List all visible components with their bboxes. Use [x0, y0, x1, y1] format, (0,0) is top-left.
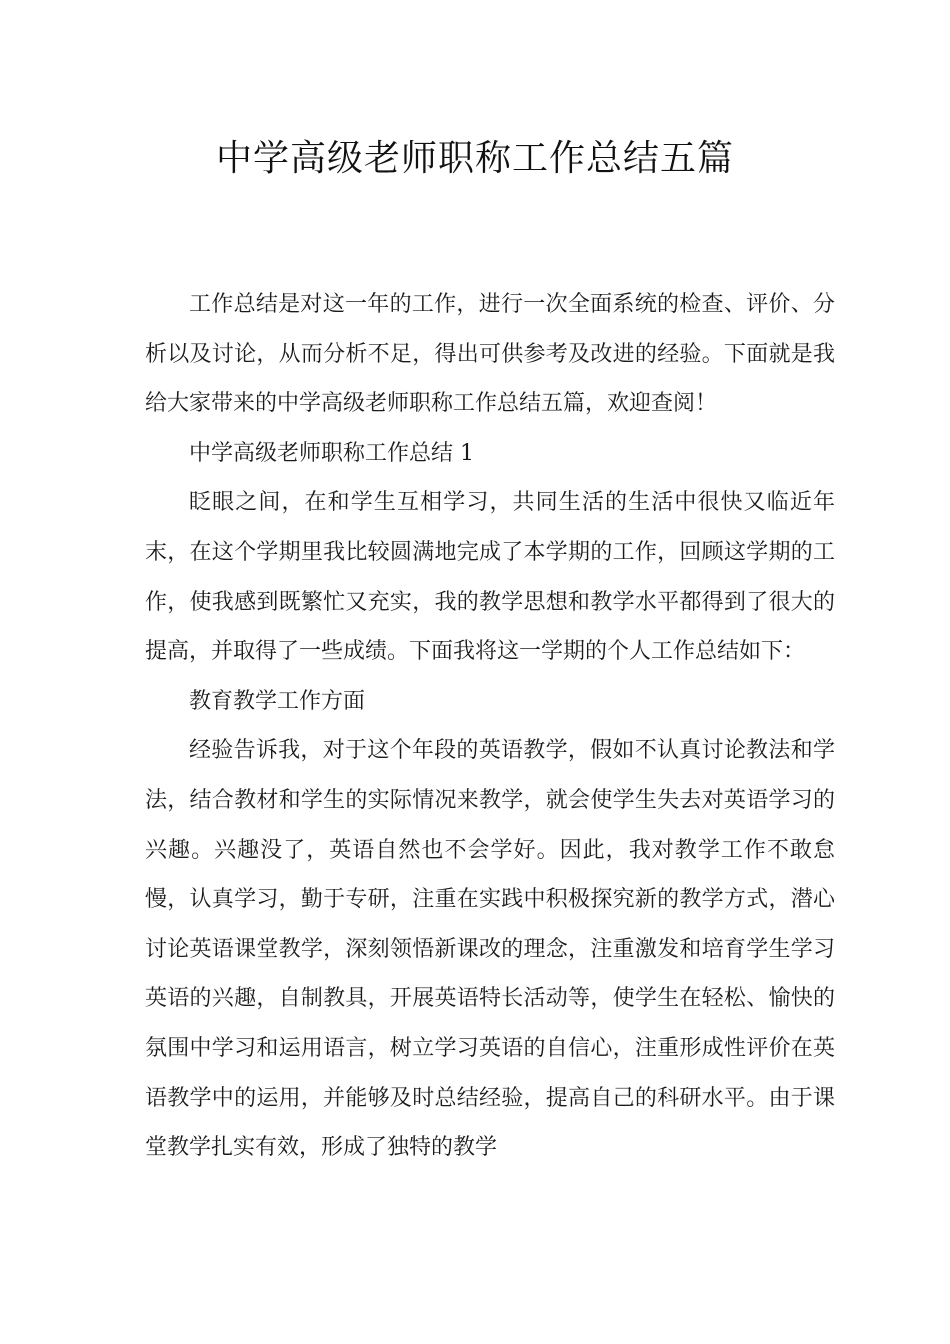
section-heading-1: 中学高级老师职称工作总结 1 — [189, 440, 474, 466]
subheading-teaching: 教育教学工作方面 — [189, 688, 366, 714]
document-body — [145, 280, 835, 1173]
body-paragraph-1: 眨眼之间，在和学生互相学习，共同生活的生活中很快又临近年末，在这个学期里我比较圆满地完成了本学期的工作，回顾这学期的工作，使我感到既繁忙又充实，我的教学思想和教学水平都得到了很大的提高，并取得了一些成绩。下面我将这一学期的个人工作总结如下： — [145, 490, 835, 665]
document-title: 中学高级老师职称工作总结五篇 — [215, 138, 734, 179]
intro-paragraph: 工作总结是对这一年的工作，进行一次全面系统的检查、评价、分析以及讨论，从而分析不足，得出可供参考及改进的经验。下面就是我给大家带来的中学高级老师职称工作总结五篇，欢迎查阅！ — [145, 292, 835, 417]
body-paragraph-2: 经验告诉我，对于这个年段的英语教学，假如不认真讨论教法和学法，结合教材和学生的实际情况来教学，就会使学生失去对英语学习的兴趣。兴趣没了，英语自然也不会学好。因此，我对教学工作不敢怠慢，认真学习，勤于专研，注重在实践中积极探究新的教学方式，潜心讨论英语课堂教学，深刻领悟新课改的理念，注重激发和培育学生学习英语的兴趣，自制教具，开展英语特长活动等，使学生在轻松、愉快的氛围中学习和运用语言，树立学习英语的自信心，注重形成性评价在英语教学中的运用，并能够及时总结经验，提高自己的科研水平。由于课堂教学扎实有效，形成了独特的教学 — [145, 738, 835, 1161]
